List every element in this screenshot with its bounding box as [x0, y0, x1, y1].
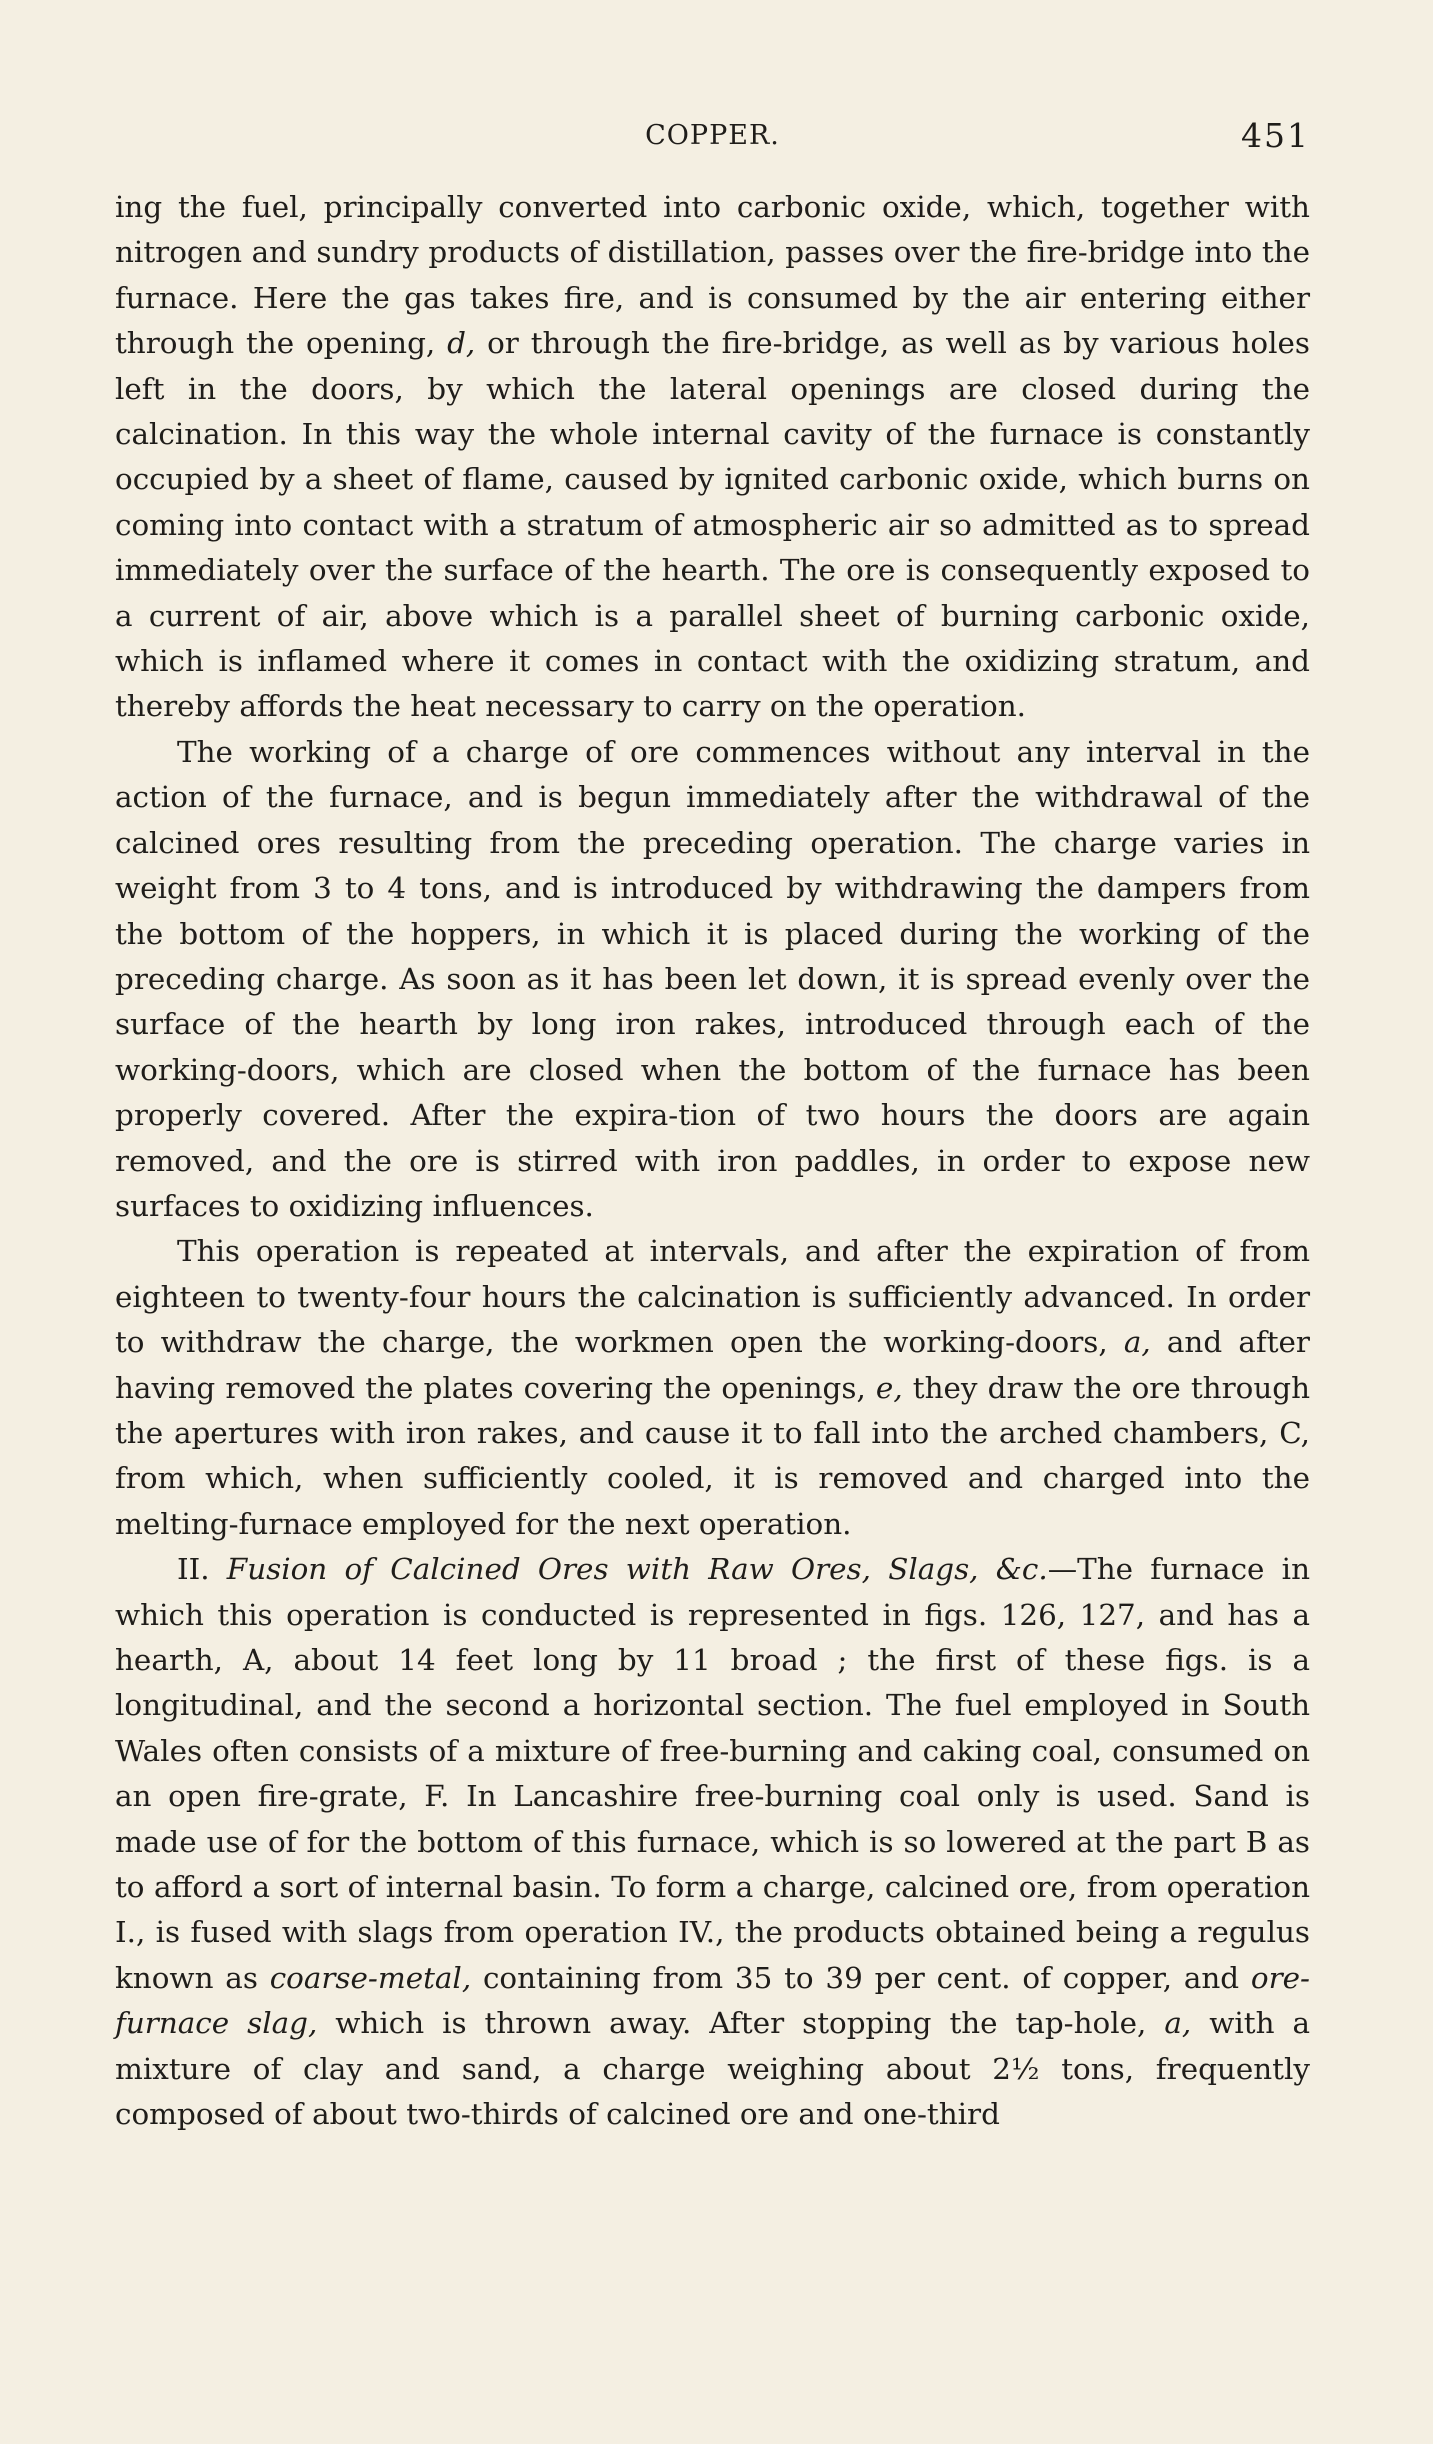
italic-text-run: coarse-metal, — [269, 1960, 472, 1995]
text-run: or through the fire-bridge, as well as by various holes left in the doors, by which the lateral openings are closed during the calcination. In this way the whole internal cavity of the furnace is constantly occupied by a sheet of flame, caused by ignited carbonic oxide, which burns on coming into contact with a stratum of atmospheric air so admitted as to spread immediately over the surface of the hearth. The ore is consequently exposed to a current of air, above which is a parallel sheet of burning carbonic oxide, which is inflamed where it comes in contact with the oxidizing stratum, and thereby affords the heat necessary to carry on the operation. — [115, 326, 1310, 724]
running-title: COPPER. — [645, 120, 780, 151]
italic-text-run: a, — [1123, 1325, 1151, 1360]
italic-text-run: d, — [447, 326, 476, 361]
text-run: containing from 35 to 39 per cent. of copper, and — [471, 1960, 1251, 1995]
text-run: with a mixture of clay and sand, a charge weighing about 2½ tons, frequently composed of about two-thirds of calcined ore and one-third — [115, 2006, 1310, 2132]
text-run: ing the fuel, principally converted into carbonic oxide, which, together with nitrogen and sundry products of distillation, passes over the fire-bridge into the furnace. Here the gas takes fire, and is consumed by the air entering either through the opening, — [115, 190, 1310, 361]
italic-text-run: ore-furnace slag, — [115, 1960, 1310, 2041]
paragraph — [115, 1547, 1310, 2137]
text-run: II. — [177, 1552, 227, 1587]
body-text — [115, 185, 1310, 2137]
page-number: 451 — [1241, 116, 1310, 155]
paragraph — [115, 1229, 1310, 1547]
text-run: they draw the ore through the apertures with iron rakes, and cause it to fall into the arched chambers, C, from which, when sufficiently cooled, it is removed and charged into the melting-furnace employed for the next operation. — [115, 1370, 1310, 1541]
text-run: This operation is repeated at intervals, and after the expiration of from eighteen to twenty-four hours the calcination is sufficiently advanced. In order to withdraw the charge, the workmen open the working-doors, — [115, 1234, 1310, 1360]
text-run: which is thrown away. After stopping the tap-hole, — [317, 2006, 1165, 2041]
text-run: and after having removed the plates covering the openings, — [115, 1325, 1310, 1405]
paragraph — [115, 730, 1310, 1229]
italic-text-run: e, — [875, 1370, 903, 1405]
text-run: The working of a charge of ore commences without any interval in the action of the furnace, and is begun immediately after the withdrawal of the calcined ores resulting from the preceding operation. The charge varies in weight from 3 to 4 tons, and is introduced by withdrawing the dampers from the bottom of the hoppers, in which it is placed during the working of the preceding charge. As soon as it has been let down, it is spread evenly over the surface of the hearth by long iron rakes, introduced through each of the working-doors, which are closed when the bottom of the furnace has been properly covered. After the expira-tion of two hours the doors are again removed, and the ore is stirred with iron paddles, in order to expose new surfaces to oxidizing influences. — [115, 734, 1310, 1223]
text-run: —The furnace in which this operation is conducted is represented in figs. 126, 127, and has a hearth, A, about 14 feet long by 11 broad ; the first of these figs. is a longitudinal, and the second a horizontal section. The fuel employed in South Wales often consists of a mixture of free-burning and caking coal, consumed on an open fire-grate, F. In Lancashire free-burning coal only is used. Sand is made use of for the bottom of this furnace, which is so lowered at the part B as to afford a sort of internal basin. To form a charge, calcined ore, from operation I., is fused with slags from operation IV., the products obtained being a regulus known as — [115, 1552, 1310, 1995]
paragraph — [115, 185, 1310, 730]
italic-text-run: a, — [1164, 2006, 1192, 2041]
page-header — [115, 116, 1310, 160]
italic-text-run: Fusion of Calcined Ores with Raw Ores, Slags, &c. — [226, 1552, 1048, 1587]
